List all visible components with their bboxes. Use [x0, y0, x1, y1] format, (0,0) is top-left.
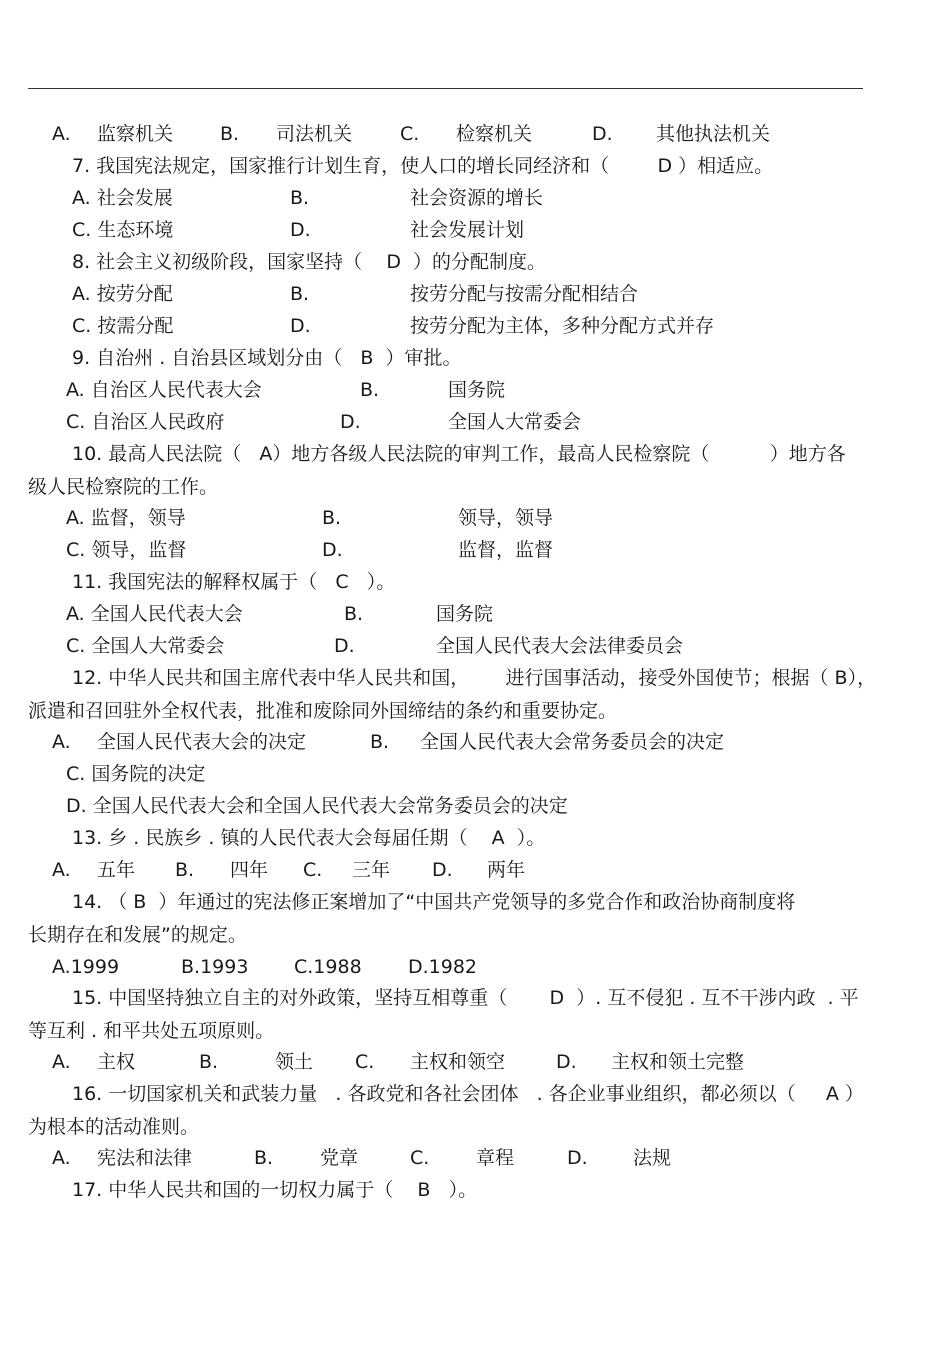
option-b-label: B.	[290, 283, 310, 305]
question-stem: 9. 自治州 . 自治县区域划分由（ B ）审批。	[72, 347, 462, 369]
option-b-text: 领导，领导	[458, 507, 554, 529]
option-a-label: A.	[52, 731, 71, 753]
question-stem-line-1: 12. 中华人民共和国主席代表中华人民共和国， 进行国事活动，接受外国使节；根据（ B），	[72, 667, 877, 689]
option-a-label: A.	[52, 1147, 71, 1169]
question-stem-line-1: 10. 最高人民法院（ A）地方各级人民法院的审判工作，最高人民检察院（ ）地方各	[72, 443, 846, 465]
option-d-label: D.	[592, 123, 613, 145]
option-d-text: 法规	[633, 1147, 672, 1169]
option-b-label: B.	[199, 1051, 219, 1073]
option-c: C. 领导，监督	[66, 539, 187, 561]
option-a-label: A.	[52, 859, 71, 881]
option-a: A. 自治区人民代表大会	[66, 379, 262, 401]
option-d-label: D.	[334, 635, 355, 657]
option-b-label: B.	[360, 379, 380, 401]
question-stem: 13. 乡 . 民族乡 . 镇的人民代表大会每届任期（ A ）。	[72, 827, 546, 849]
option-d-label: D.	[556, 1051, 577, 1073]
option-b-label: B.	[254, 1147, 274, 1169]
option-c: C.1988	[294, 956, 362, 978]
option-b-label: B.	[370, 731, 390, 753]
option-b-label: B.	[175, 859, 195, 881]
option-a-text: 全国人民代表大会的决定	[97, 731, 307, 753]
option-c: C. 自治区人民政府	[66, 411, 225, 433]
option-c: C. 按需分配	[72, 315, 174, 337]
question-stem-line-2: 长期存在和发展”的规定。	[28, 924, 247, 946]
option-d-label: D.	[432, 859, 453, 881]
option-c-label: C.	[410, 1147, 430, 1169]
option-b-text: 社会资源的增长	[410, 187, 544, 209]
option-d-text: 全国人民代表大会法律委员会	[436, 635, 684, 657]
option-d-label: D.	[567, 1147, 588, 1169]
option-b-label: B.	[322, 507, 342, 529]
option-b-text: 司法机关	[276, 123, 353, 145]
option-c-text: 检察机关	[456, 123, 533, 145]
option-c-text: 主权和领空	[410, 1051, 506, 1073]
option-c: C. 国务院的决定	[66, 763, 206, 785]
option-a-text: 宪法和法律	[97, 1147, 193, 1169]
option-d-text: 两年	[487, 859, 526, 881]
question-stem-line-2: 等互利 . 和平共处五项原则。	[28, 1020, 275, 1042]
option-b-text: 领土	[275, 1051, 314, 1073]
option-d-text: 社会发展计划	[410, 219, 525, 241]
option-b-label: B.	[290, 187, 310, 209]
question-stem-line-2: 级人民检察院的工作。	[28, 476, 219, 498]
option-c-label: C.	[400, 123, 420, 145]
question-stem-line-2: 为根本的活动准则。	[28, 1116, 200, 1138]
option-c-label: C.	[355, 1051, 375, 1073]
option-d-text: 主权和领土完整	[611, 1051, 745, 1073]
option-a-label: A.	[52, 1051, 71, 1073]
question-stem: 17. 中华人民共和国的一切权力属于（ B ）。	[72, 1179, 478, 1201]
option-d-text: 按劳分配为主体，多种分配方式并存	[410, 315, 715, 337]
option-a: A. 全国人民代表大会	[66, 603, 243, 625]
question-stem: 7. 我国宪法规定，国家推行计划生育，使人口的增长同经济和（ D ）相适应。	[72, 155, 774, 177]
option-c: C. 生态环境	[72, 219, 174, 241]
question-stem: 11. 我国宪法的解释权属于（ C ）。	[72, 571, 396, 593]
option-b-text: 四年	[230, 859, 269, 881]
option-b-label: B.	[344, 603, 364, 625]
question-stem-line-1: 16. 一切国家机关和武装力量 . 各政党和各社会团体 . 各企业事业组织，都必须以（ A ）	[72, 1083, 864, 1105]
option-d: D.1982	[408, 956, 478, 978]
option-d-text: 其他执法机关	[656, 123, 771, 145]
option-d-label: D.	[290, 219, 311, 241]
option-d-text: 监督，监督	[458, 539, 554, 561]
option-c-label: C.	[303, 859, 323, 881]
option-a-text: 五年	[97, 859, 136, 881]
option-b: B.1993	[181, 956, 249, 978]
option-a: A. 按劳分配	[72, 283, 173, 305]
option-a: A.1999	[52, 956, 120, 978]
question-stem: 8. 社会主义初级阶段，国家坚持（ D ）的分配制度。	[72, 251, 547, 273]
option-d: D. 全国人民代表大会和全国人民代表大会常务委员会的决定	[66, 795, 568, 817]
option-a-text: 主权	[97, 1051, 136, 1073]
question-stem-line-1: 14. （ B ）年通过的宪法修正案增加了“中国共产党领导的多党合作和政治协商制度将	[72, 891, 796, 913]
option-a: A. 监督，领导	[66, 507, 186, 529]
option-c: C. 全国人大常委会	[66, 635, 225, 657]
question-stem-line-2: 派遣和召回驻外全权代表，批准和废除同外国缔结的条约和重要协定。	[28, 700, 618, 722]
option-a-text: 监察机关	[97, 123, 174, 145]
option-b-text: 国务院	[436, 603, 494, 625]
option-d-label: D.	[290, 315, 311, 337]
option-a-label: A.	[52, 123, 71, 145]
header-rule	[28, 88, 863, 89]
option-c-text: 章程	[476, 1147, 515, 1169]
option-b-text: 党章	[320, 1147, 359, 1169]
option-a: A. 社会发展	[72, 187, 173, 209]
option-b-text: 国务院	[448, 379, 506, 401]
option-b-text: 全国人民代表大会常务委员会的决定	[420, 731, 725, 753]
option-d-label: D.	[322, 539, 343, 561]
option-d-label: D.	[340, 411, 361, 433]
option-b-label: B.	[220, 123, 240, 145]
question-stem-line-1: 15. 中国坚持独立自主的对外政策，坚持互相尊重（ D ）. 互不侵犯 . 互不干涉内政 . 平	[72, 987, 859, 1009]
option-c-text: 三年	[352, 859, 391, 881]
option-b-text: 按劳分配与按需分配相结合	[410, 283, 639, 305]
option-d-text: 全国人大常委会	[448, 411, 582, 433]
